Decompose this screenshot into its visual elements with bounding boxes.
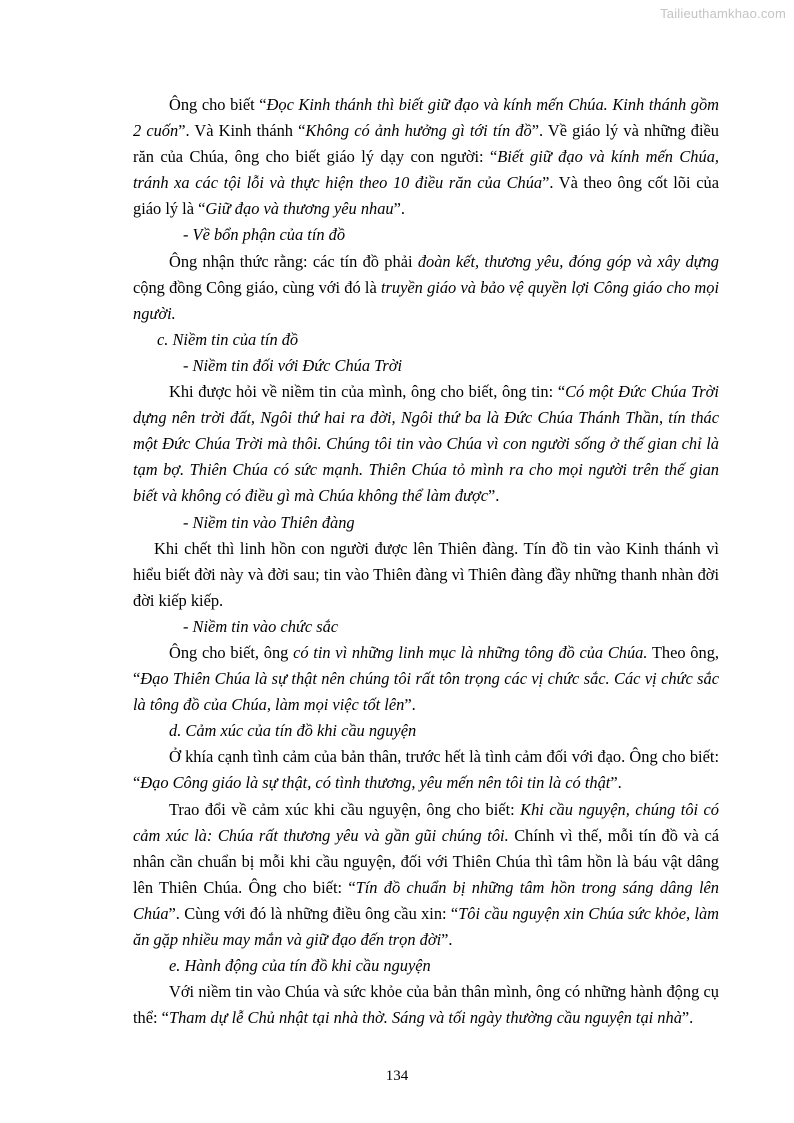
watermark: Tailieuthamkhao.com bbox=[660, 6, 786, 21]
paragraph-kinh-thanh: Ông cho biết “Đọc Kinh thánh thì biết giữ đạo và kính mến Chúa. Kinh thánh gồm 2 cuốn”. Và Kinh thánh “Không có ảnh hưởng gì tới tín đồ”. Về giáo lý và những điều răn của Chúa, ông cho biết giáo lý dạy con người: “Biết giữ đạo và kính mến Chúa, tránh xa các tội lỗi và thực hiện theo 10 điều răn của Chúa”. Và theo ông cốt lõi của giáo lý là “Giữ đạo và thương yêu nhau”. bbox=[133, 95, 719, 219]
heading-thien-dang: - Niềm tin vào Thiên đàng bbox=[183, 512, 355, 532]
heading-d-cam-xuc: d. Cảm xúc của tín đồ khi cầu nguyện bbox=[169, 721, 417, 741]
paragraph-cam-xuc-dao: Ở khía cạnh tình cảm của bản thân, trước hết là tình cảm đối với đạo. Ông cho biết: “Đạo Công giáo là sự thật, có tình thương, yêu mến nên tôi tin là có thật”. bbox=[133, 747, 719, 793]
heading-c-niem-tin: c. Niềm tin của tín đồ bbox=[157, 329, 299, 349]
paragraph-hanh-dong: Với niềm tin vào Chúa và sức khỏe của bản thân mình, ông có những hành động cụ thể: “Tham dự lễ Chủ nhật tại nhà thờ. Sáng và tối ngày thường cầu nguyện tại nhà”. bbox=[133, 982, 719, 1028]
heading-bon-phan: - Về bổn phận của tín đồ bbox=[183, 225, 346, 245]
paragraph-cam-xuc-cau-nguyen: Trao đổi về cảm xúc khi cầu nguyện, ông cho biết: Khi cầu nguyện, chúng tôi có cảm xúc là: Chúa rất thương yêu và gần gũi chúng tôi. Chính vì thế, mỗi tín đồ và cá nhân cần chuẩn bị mỗi khi cầu nguyện, đối với Thiên Chúa thì tâm hồn là báu vật dâng lên Thiên Chúa. Ông cho biết: “Tín đồ chuẩn bị những tâm hồn trong sáng dâng lên Chúa”. Cùng với đó là những điều ông cầu xin: “Tôi cầu nguyện xin Chúa sức khỏe, làm ăn gặp nhiều may mắn và giữ đạo đến trọn đời”. bbox=[133, 799, 720, 949]
paragraph-chuc-sac: Ông cho biết, ông có tin vì những linh mục là những tông đồ của Chúa. Theo ông, “Đạo Thiên Chúa là sự thật nên chúng tôi rất tôn trọng các vị chức sắc. Các vị chức sắc là tông đồ của Chúa, làm mọi việc tốt lên”. bbox=[133, 642, 719, 715]
page-number: 134 bbox=[385, 1068, 409, 1084]
paragraph-bon-phan: Ông nhận thức rằng: các tín đồ phải đoàn kết, thương yêu, đóng góp và xây dựng cộng đồng Công giáo, cùng với đó là truyền giáo và bảo vệ quyền lợi Công giáo cho mọi người. bbox=[133, 251, 719, 323]
paragraph-duc-chua-troi: Khi được hỏi về niềm tin của mình, ông cho biết, ông tin: “Có một Đức Chúa Trời dựng nên trời đất, Ngôi thứ hai ra đời, Ngôi thứ ba là Đức Chúa Thánh Thần, tín thác một Đức Chúa Trời mà thôi. Chúng tôi tin vào Chúa vì con người sống ở thế gian chỉ là tạm bợ. Thiên Chúa có sức mạnh. Thiên Chúa tỏ mình ra cho mọi người trên thế gian biết và không có điều gì mà Chúa không thể làm được”. bbox=[133, 382, 719, 506]
heading-e-hanh-dong: e. Hành động của tín đồ khi cầu nguyện bbox=[169, 956, 431, 976]
document-body bbox=[133, 92, 719, 1031]
heading-duc-chua-troi: - Niềm tin đối với Đức Chúa Trời bbox=[183, 355, 403, 375]
paragraph-thien-dang: Khi chết thì linh hồn con người được lên Thiên đàng. Tín đồ tin vào Kinh thánh vì hiểu biết đời này và đời sau; tin vào Thiên đàng vì Thiên đàng đầy những thanh nhàn đời đời kiếp kiếp. bbox=[133, 538, 719, 610]
heading-chuc-sac: - Niềm tin vào chức sắc bbox=[183, 616, 339, 636]
